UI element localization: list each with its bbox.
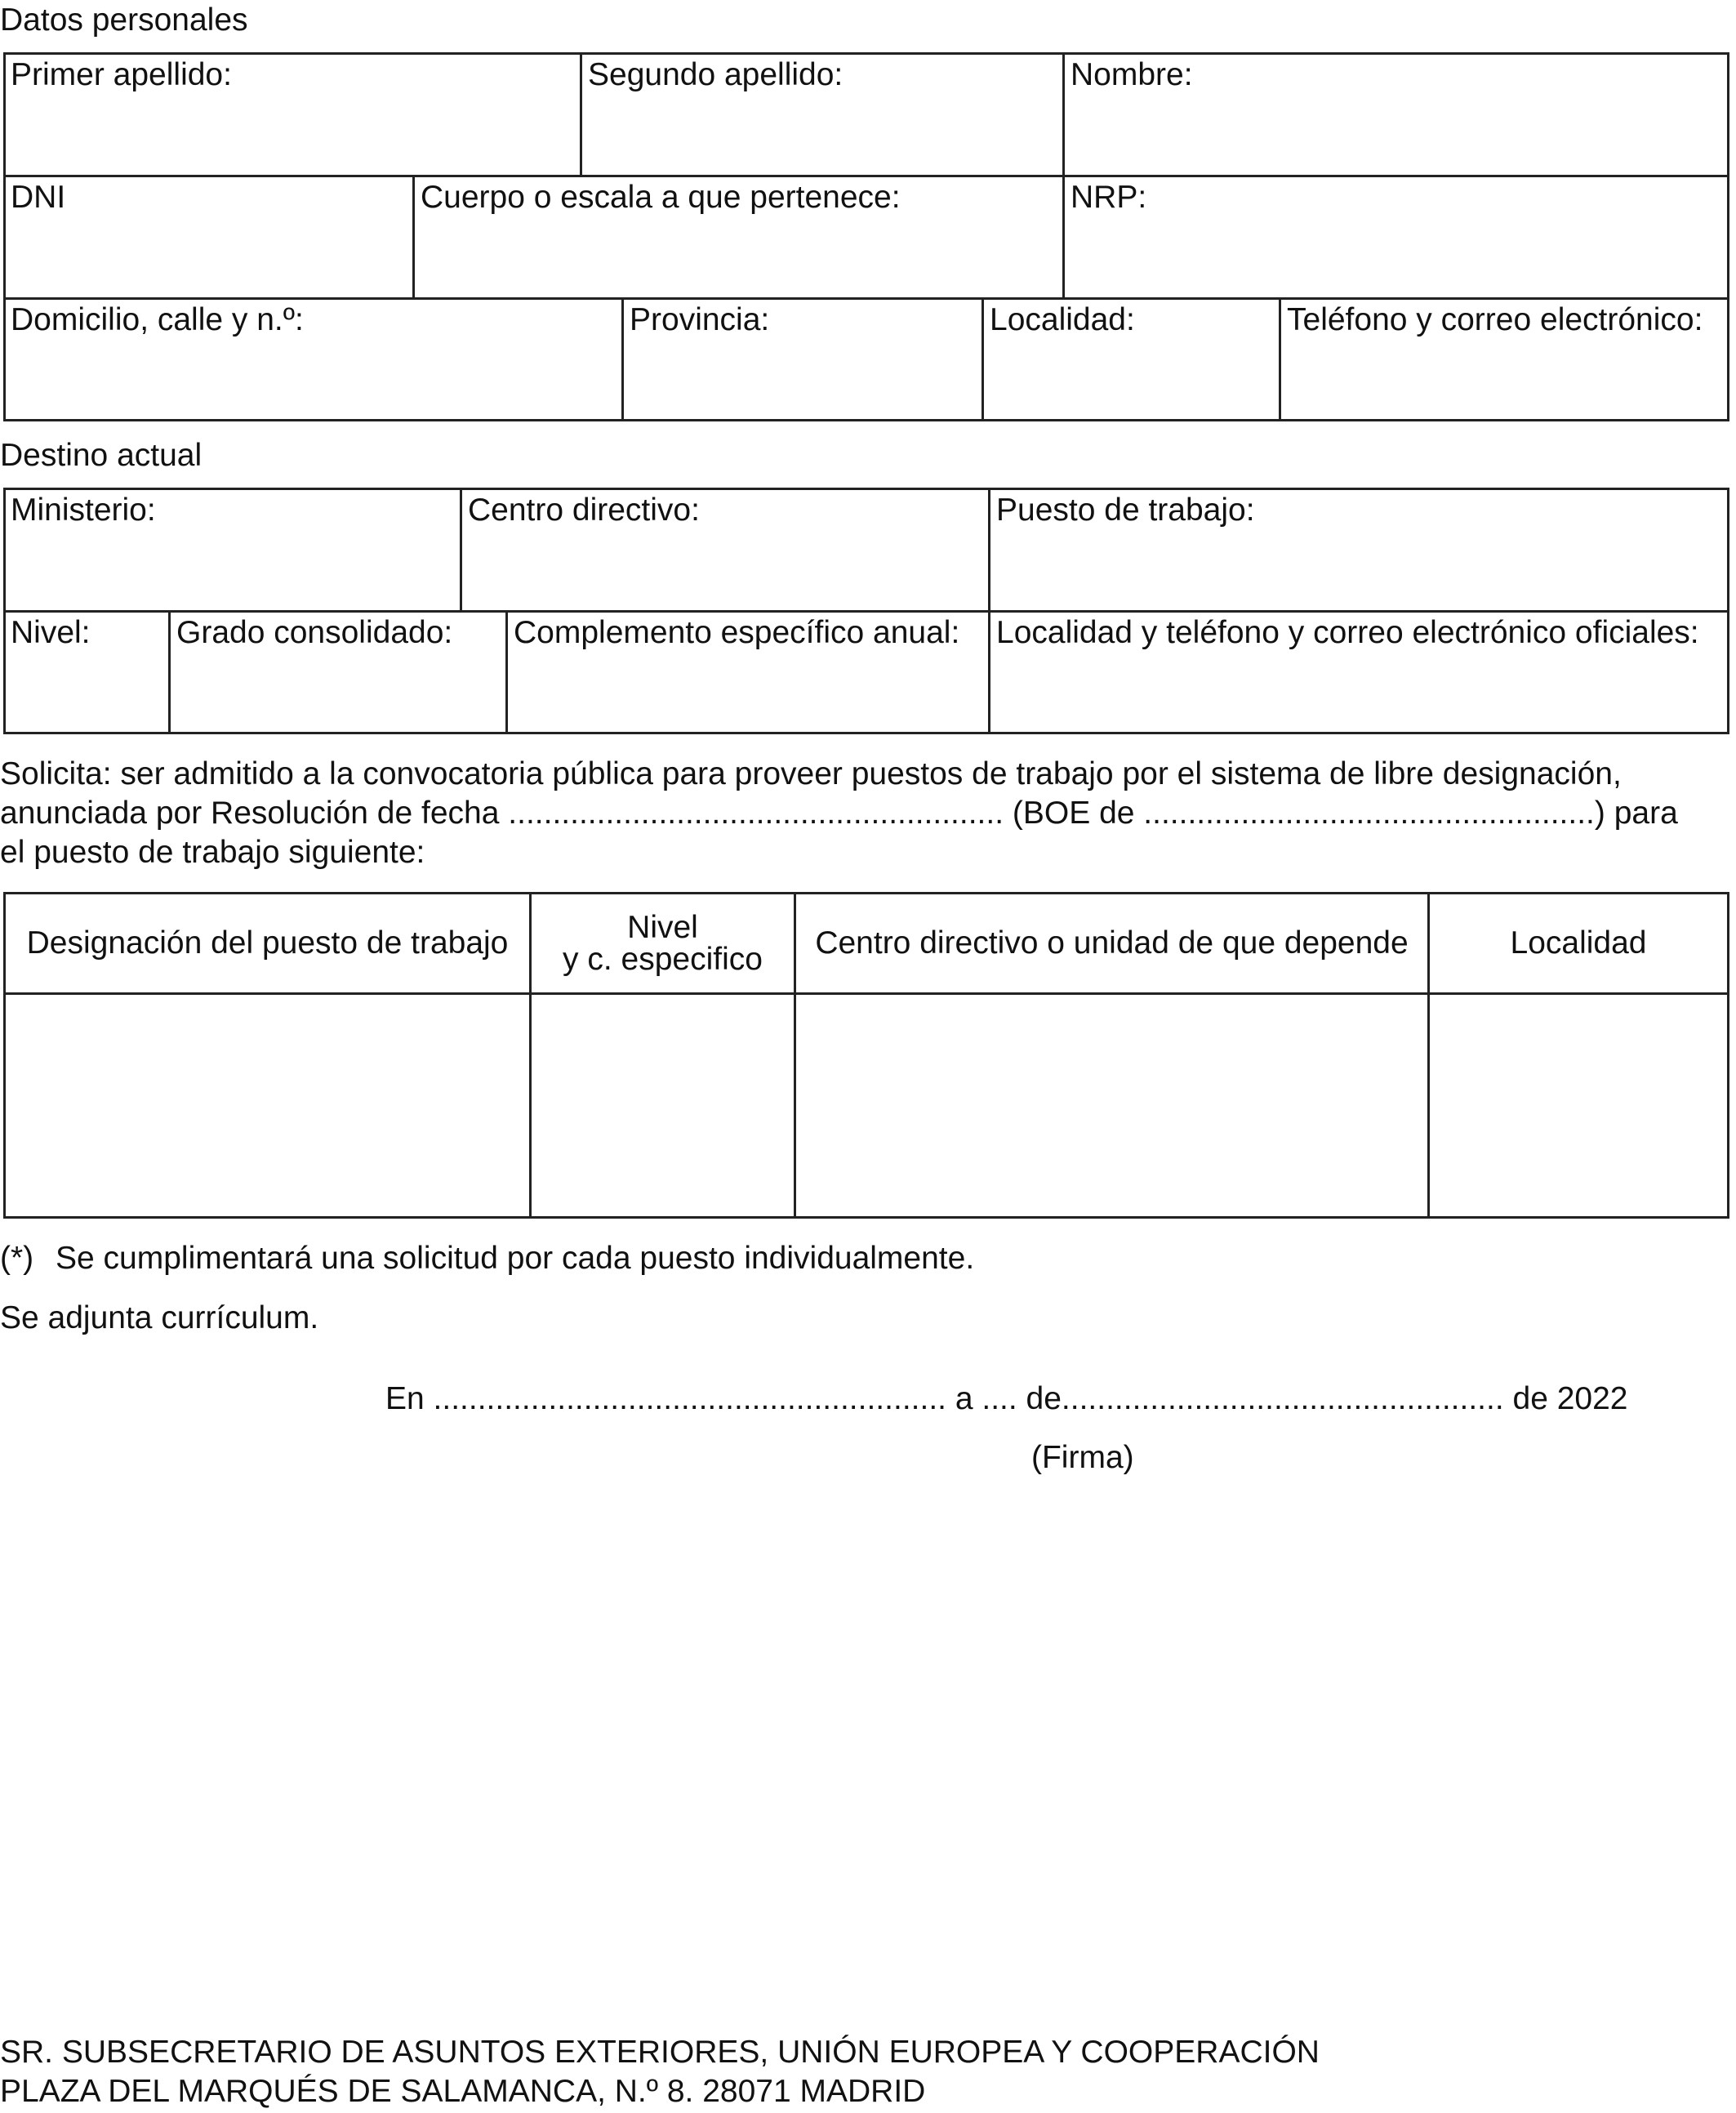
asterisk-note <box>0 1240 974 1278</box>
solicita-line-3: el puesto de trabajo siguiente: <box>0 835 425 870</box>
nombre-label: Nombre: <box>1071 57 1193 92</box>
complemento-label: Complemento específico anual: <box>514 615 960 650</box>
puesto-trabajo-label: Puesto de trabajo: <box>996 493 1255 528</box>
header-designacion: Designación del puesto de trabajo <box>26 925 509 961</box>
domicilio-label: Domicilio, calle y n.º: <box>11 302 304 337</box>
localidad-telefono-label: Localidad y teléfono y correo electrónico oficiales: <box>996 615 1699 650</box>
date-line: En .......................................................... a .... de.................................................. de 2022 <box>385 1381 1628 1416</box>
header-centro-directivo: Centro directivo o unidad de que depende <box>815 925 1409 961</box>
firma-label: (Firma) <box>1031 1440 1134 1475</box>
section-heading-destino-actual: Destino actual <box>0 438 203 473</box>
datos-personales-form <box>3 52 1729 421</box>
asterisk-text: Se cumplimentará una solicitud por cada puesto individualmente. <box>56 1241 975 1276</box>
ministerio-label: Ministerio: <box>11 493 156 528</box>
header-nivel <box>532 894 794 992</box>
solicita-line-1: Solicita: ser admitido a la convocatoria pública para proveer puestos de trabajo por el sistema de libre designación, <box>0 756 1622 791</box>
section-heading-datos-personales: Datos personales <box>0 2 248 38</box>
header-nivel-line2: y c. especifico <box>563 942 763 977</box>
segundo-apellido-label: Segundo apellido: <box>588 57 844 92</box>
nrp-label: NRP: <box>1071 180 1147 215</box>
address-line-2: PLAZA DEL MARQUÉS DE SALAMANCA, N.º 8. 28071 MADRID <box>0 2074 926 2109</box>
solicita-paragraph <box>0 756 1734 873</box>
asterisk-marker: (*) <box>0 1241 34 1276</box>
telefono-correo-label: Teléfono y correo electrónico: <box>1287 302 1703 337</box>
nivel-label: Nivel: <box>11 615 91 650</box>
header-localidad: Localidad <box>1510 925 1647 961</box>
curriculum-note: Se adjunta currículum. <box>0 1300 319 1335</box>
primer-apellido-label: Primer apellido: <box>11 57 232 92</box>
header-nivel-line1: Nivel <box>627 910 698 945</box>
provincia-label: Provincia: <box>630 302 770 337</box>
centro-directivo-label: Centro directivo: <box>468 493 700 528</box>
grado-consolidado-label: Grado consolidado: <box>176 615 453 650</box>
solicita-line-2: anunciada por Resolución de fecha ........................................................ (BOE de ...................................................) para <box>0 796 1678 831</box>
address-line-1: SR. SUBSECRETARIO DE ASUNTOS EXTERIORES, UNIÓN EUROPEA Y COOPERACIÓN <box>0 2035 1320 2070</box>
localidad-label: Localidad: <box>990 302 1135 337</box>
cuerpo-escala-label: Cuerpo o escala a que pertenece: <box>421 180 901 215</box>
dni-label: DNI <box>11 180 66 215</box>
